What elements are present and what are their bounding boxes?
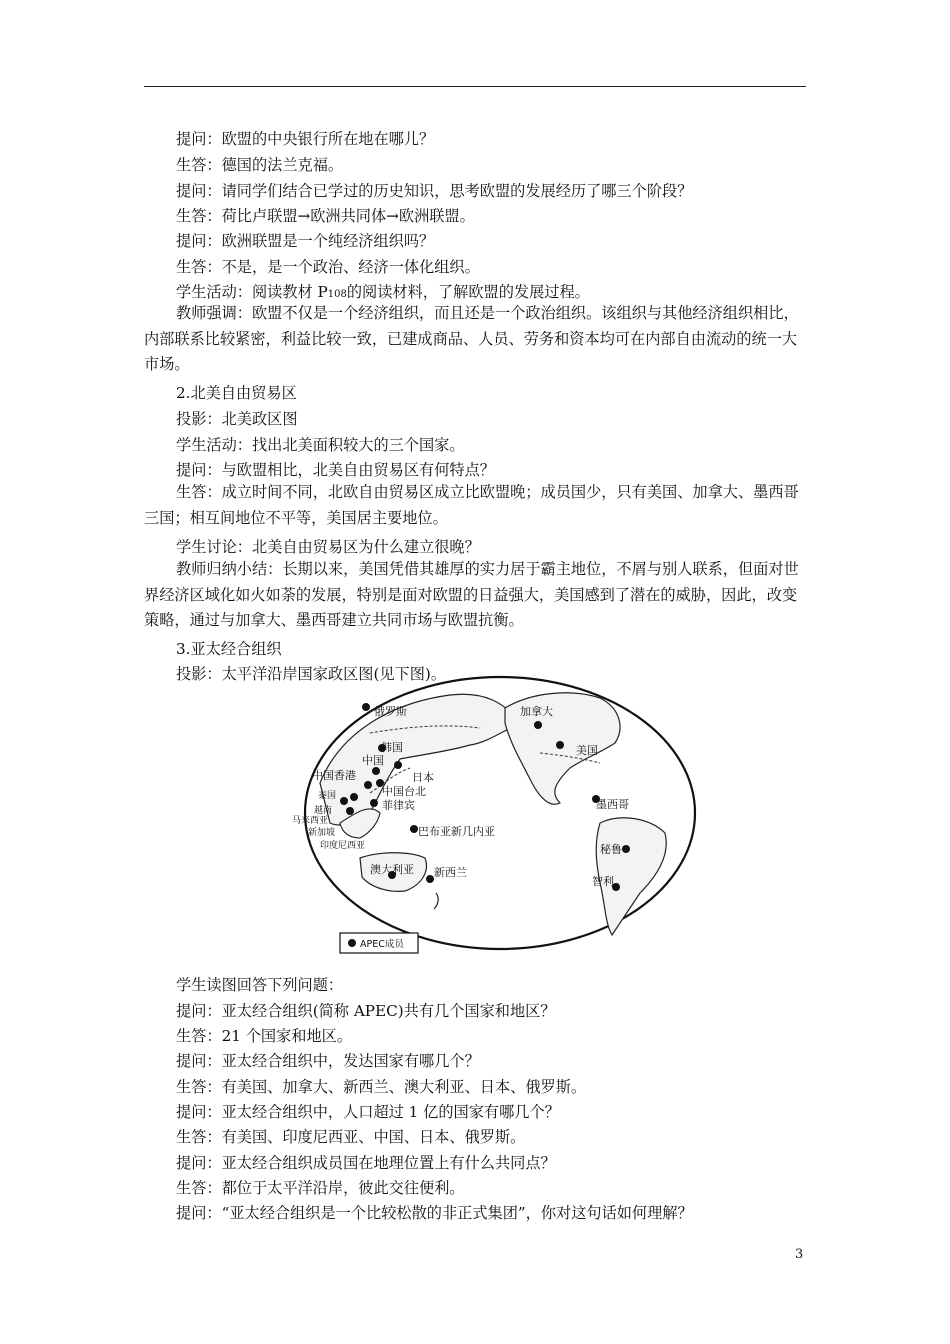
new-zealand-land [434, 893, 438, 909]
pacific-rim-map [292, 673, 702, 955]
text-line: 学生读图回答下列问题： [176, 976, 344, 994]
text-line: 生答：不是，是一个政治、经济一体化组织。 [176, 258, 480, 276]
text-line: 生答：21 个国家和地区。 [176, 1027, 353, 1045]
label-philippines: 菲律宾 [382, 799, 415, 812]
label-mexico: 墨西哥 [596, 798, 629, 811]
label-usa: 美国 [576, 744, 598, 757]
text-line: 生答：有美国、印度尼西亚、中国、日本、俄罗斯。 [176, 1128, 526, 1146]
label-nz: 新西兰 [434, 866, 467, 879]
marker-russia [362, 703, 370, 711]
header-rule [144, 86, 806, 87]
label-vietnam: 越南 [314, 806, 333, 816]
text-line: 生答：荷比卢联盟→欧洲共同体→欧洲联盟。 [176, 207, 475, 225]
text-line: 提问：欧盟的中央银行所在地在哪儿？ [176, 130, 435, 148]
text-line: 生答：有美国、加拿大、新西兰、澳大利亚、日本、俄罗斯。 [176, 1078, 587, 1096]
asia-land [320, 694, 520, 825]
label-korea: 韩国 [381, 741, 403, 754]
text-line: 投影：北美政区图 [176, 410, 298, 428]
text-line: 生答：德国的法兰克福。 [176, 156, 344, 174]
paragraph-eu-emphasis: 教师强调：欧盟不仅是一个经济组织，而且还是一个政治组织。该组织与其他经济组织相比，内部联系比较紧密，利益比较一致，已建成商品、人员、劳务和资本均可在内部自由流动的统一大市场。 [144, 304, 799, 373]
label-canada: 加拿大 [520, 705, 553, 718]
legend-marker-icon [348, 939, 356, 947]
marker-malaysia [346, 807, 354, 815]
label-peru: 秘鲁 [600, 843, 622, 856]
text-line: 投影：太平洋沿岸国家政区图(见下图)。 [176, 665, 447, 683]
marker-hongkong [364, 781, 372, 789]
label-hongkong: 中国香港 [312, 769, 356, 782]
label-png: 巴布亚新几内亚 [418, 825, 495, 838]
paragraph-na-summary: 教师归纳小结：长期以来，美国凭借其雄厚的实力居于霸主地位，不屑与别人联系，但面对世界经济区域化如火如荼的发展，特别是面对欧盟的日益强大，美国感到了潜在的威胁，因此，改变策略，通过与加拿大、墨西哥建立共同市场与欧盟抗衡。 [144, 560, 799, 629]
marker-usa [556, 741, 564, 749]
label-indonesia: 印度尼西亚 [320, 841, 366, 851]
text-line: 提问：亚太经合组织成员国在地理位置上有什么共同点？ [176, 1154, 556, 1172]
text-line: 学生讨论：北美自由贸易区为什么建立很晚？ [176, 538, 480, 556]
text-line: 提问：“亚太经合组织是一个比较松散的非正式集团”，你对这句话如何理解？ [176, 1204, 693, 1222]
label-malaysia: 马来西亚 [292, 816, 329, 826]
label-thailand: 泰国 [318, 791, 337, 801]
text-line: 生答：都位于太平洋沿岸，彼此交往便利。 [176, 1179, 465, 1197]
activity-suffix: 的阅读材料，了解欧盟的发展过程。 [346, 283, 590, 301]
student-activity-line [176, 281, 590, 302]
text-line: 学生活动：找出北美面积较大的三个国家。 [176, 436, 465, 454]
label-chile: 智利 [592, 875, 614, 888]
label-australia: 澳大利亚 [370, 863, 414, 876]
section-heading: 2.北美自由贸易区 [176, 384, 297, 402]
section-heading: 3.亚太经合组织 [176, 640, 282, 658]
marker-png [410, 825, 418, 833]
label-taipei: 中国台北 [382, 785, 426, 798]
text-line: 提问：亚太经合组织中，发达国家有哪几个？ [176, 1052, 480, 1070]
label-singapore: 新加坡 [308, 828, 336, 838]
text-line: 提问：亚太经合组织(简称 APEC)共有几个国家和地区？ [176, 1002, 556, 1020]
text-line: 提问：与欧盟相比，北美自由贸易区有何特点？ [176, 461, 495, 479]
label-russia: 俄罗斯 [374, 705, 407, 718]
label-china: 中国 [362, 754, 384, 767]
text-line: 提问：亚太经合组织中，人口超过 1 亿的国家有哪几个？ [176, 1103, 560, 1121]
page-number: 3 [795, 1247, 804, 1262]
activity-subscript: 108 [327, 289, 347, 300]
paragraph-na-answer: 生答：成立时间不同，北欧自由贸易区成立比欧盟晚；成员国少，只有美国、加拿大、墨西哥三国；相互间地位不平等，美国居主要地位。 [144, 483, 799, 527]
marker-nz [426, 875, 434, 883]
marker-philippines [370, 799, 378, 807]
text-line: 提问：欧洲联盟是一个纯经济组织吗？ [176, 232, 435, 250]
marker-vietnam [340, 797, 348, 805]
marker-china [372, 767, 380, 775]
marker-peru [622, 845, 630, 853]
legend-label: APEC成员 [360, 939, 404, 950]
text-line: 提问：请同学们结合已学过的历史知识，思考欧盟的发展经历了哪三个阶段？ [176, 182, 693, 200]
label-japan: 日本 [412, 771, 434, 784]
activity-prefix: 学生活动：阅读教材 P [176, 283, 328, 301]
marker-canada [534, 721, 542, 729]
marker-japan [394, 761, 402, 769]
marker-thailand [350, 793, 358, 801]
